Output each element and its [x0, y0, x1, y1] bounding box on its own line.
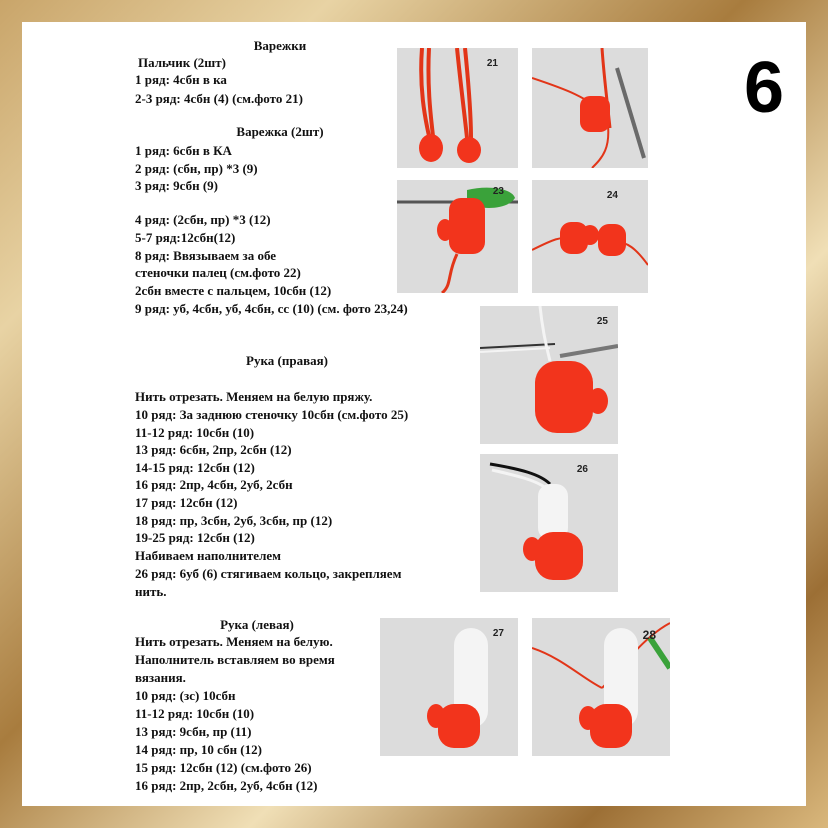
text-line: 13 ряд: 9сбн, пр (11)	[135, 724, 252, 739]
text-line: 4 ряд: (2сбн, пр) *3 (12)	[135, 212, 271, 227]
photo-label: 27	[492, 628, 504, 639]
text-line: 14-15 ряд: 12сбн (12)	[135, 460, 255, 475]
photo-22	[532, 48, 648, 168]
photo-21	[397, 48, 518, 168]
text-line: Нить отрезать. Меняем на белую пряжу.	[135, 389, 373, 404]
photo-label: 25	[596, 316, 608, 327]
photo-label: 24	[606, 190, 618, 201]
text-line: Нить отрезать. Меняем на белую.	[135, 634, 333, 649]
text-line: 10 ряд: (зс) 10сбн	[135, 688, 236, 703]
text-line: 11-12 ряд: 10сбн (10)	[135, 706, 255, 721]
text-line: 9 ряд: уб, 4сбн, уб, 4сбн, сс (10) (см. фото 23,24)	[135, 301, 408, 316]
text-line: Наполнитель вставляем во время	[135, 652, 335, 667]
text-line: 8 ряд: Ввязываем за обе	[135, 248, 277, 263]
text-line: 10 ряд: За заднюю стеночку 10сбн (см.фото 25)	[135, 407, 409, 422]
text-line: вязания.	[135, 670, 186, 685]
mitten-hook-image	[532, 48, 648, 168]
photo-23	[397, 180, 518, 293]
section-title: Рука (правая)	[246, 353, 328, 368]
text-line: 14 ряд: пр, 10 сбн (12)	[135, 742, 262, 757]
page-number: 6	[744, 48, 785, 128]
photo-26	[480, 454, 618, 592]
text-line: 16 ряд: 2пр, 2сбн, 2уб, 4сбн (12)	[135, 778, 318, 793]
two-mittens-image	[532, 180, 648, 293]
text-line: 17 ряд: 12сбн (12)	[135, 495, 238, 510]
text-line: 16 ряд: 2пр, 4сбн, 2уб, 2сбн	[135, 477, 293, 492]
text-line: 3 ряд: 9сбн (9)	[135, 178, 218, 193]
photo-label: 28	[642, 628, 656, 642]
mitten-arm-image	[480, 454, 618, 592]
text-line: стеночки палец (см.фото 22)	[135, 265, 301, 280]
text-line: Набиваем наполнителем	[135, 548, 281, 563]
photo-27	[380, 618, 518, 756]
text-line: 11-12 ряд: 10сбн (10)	[135, 425, 255, 440]
text-line: 15 ряд: 12сбн (12) (см.фото 26)	[135, 760, 312, 775]
photo-28	[532, 618, 670, 756]
photo-label: 23	[492, 186, 504, 197]
text-line: 1 ряд: 6сбн в КА	[135, 143, 232, 158]
text-line: нить.	[135, 584, 167, 599]
photo-label: 21	[486, 58, 498, 69]
text-line: 2 ряд: (сбн, пр) *3 (9)	[135, 161, 258, 176]
text-line: 13 ряд: 6сбн, 2пр, 2сбн (12)	[135, 442, 292, 457]
text-line: 1 ряд: 4сбн в ка	[135, 72, 227, 87]
section-title: Варежка (2шт)	[236, 124, 324, 139]
text-line: 2сбн вместе с пальцем, 10сбн (12)	[135, 283, 332, 298]
section-title: Варежки	[253, 38, 307, 53]
photo-25	[480, 306, 618, 444]
section-title: Рука (левая)	[220, 617, 294, 632]
text-line: 5-7 ряд:12сбн(12)	[135, 230, 236, 245]
text-line: 19-25 ряд: 12сбн (12)	[135, 530, 255, 545]
text-line: 18 ряд: пр, 3сбн, 2уб, 3сбн, пр (12)	[135, 513, 333, 528]
text-line: Пальчик (2шт)	[138, 55, 226, 70]
text-line: 26 ряд: 6уб (6) стягиваем кольцо, закрепляем	[135, 566, 402, 581]
photo-24	[532, 180, 648, 293]
pattern-page	[22, 22, 806, 806]
photo-label: 26	[576, 464, 588, 475]
mitten-thumbs-image	[397, 48, 518, 168]
text-line: 2-3 ряд: 4сбн (4) (см.фото 21)	[135, 91, 303, 106]
